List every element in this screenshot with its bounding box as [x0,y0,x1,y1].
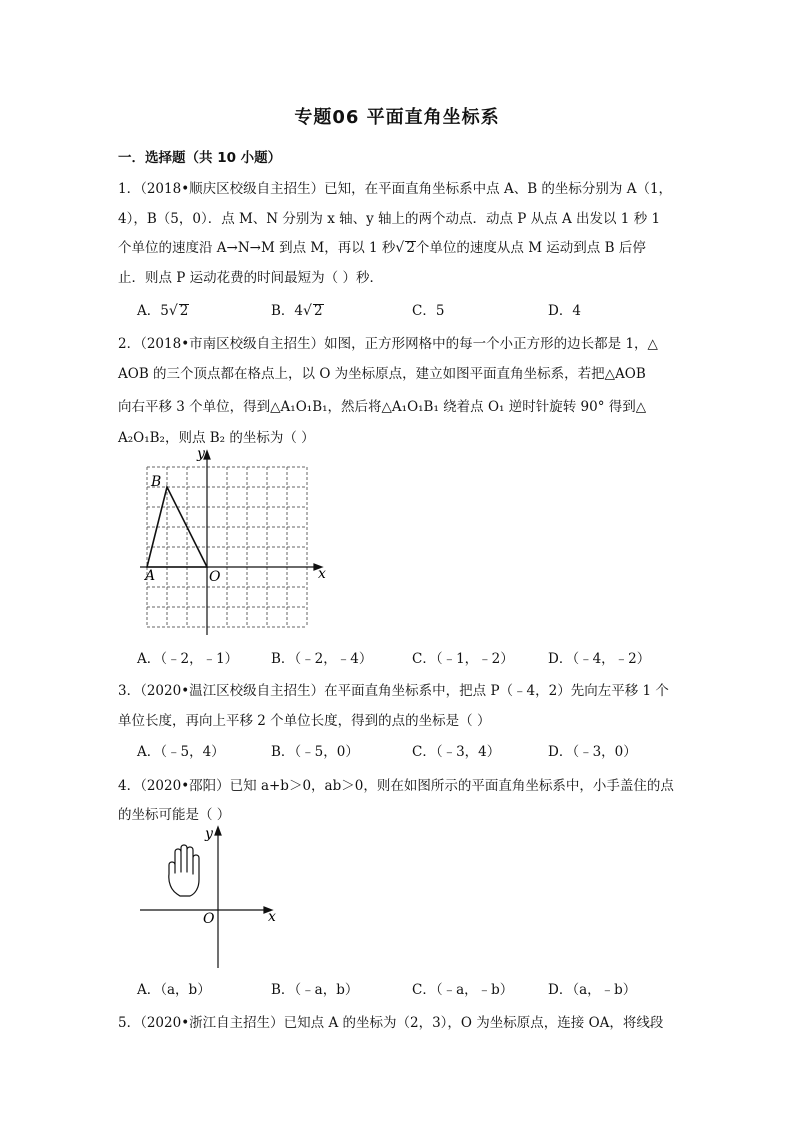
q3-line-1: 3．（2020•温江区校级自主招生）在平面直角坐标系中，把点 P（﹣4，2）先向左平移 1 个 [118,683,669,699]
q2-option-b[interactable]: B．（﹣2，﹣4） [271,651,373,667]
q4-line-2: 的坐标可能是（ ） [118,807,231,823]
q1-option-b-radicand: 2 [313,303,323,319]
point-a-label: A [145,568,156,584]
q2-line-4: A₂O₁B₂，则点 B₂ 的坐标为（ ） [118,430,315,446]
origin-label: O [209,569,221,585]
q2-grid-figure [130,445,330,640]
q4-option-b[interactable]: B．（﹣a，b） [271,982,359,998]
sqrt-icon: √ [168,303,178,319]
q4-line-1: 4．（2020•邵阳）已知 a+b＞0，ab＞0，则在如图所示的平面直角坐标系中，小手盖住的点 [118,778,674,794]
q1-line-3 [118,236,646,256]
q4-option-a[interactable]: A．（a，b） [137,982,211,998]
q3-option-c[interactable]: C．（﹣3，4） [412,744,501,760]
sqrt-icon: √ [395,240,405,256]
q4-axes-figure [135,822,285,972]
grid-lines [147,467,307,627]
q1-option-c[interactable]: C．5 [412,303,445,319]
q2-option-a[interactable]: A．（﹣2，﹣1） [137,651,239,667]
point-b-label: B [151,474,162,490]
q1-option-b-label: B．4 [271,303,304,319]
hand-icon [169,845,199,896]
q4-option-d[interactable]: D．（a，﹣b） [548,982,637,998]
q3-option-d[interactable]: D．（﹣3，0） [548,744,637,760]
q3-option-a[interactable]: A．（﹣5，4） [137,744,225,760]
origin-label: O [203,911,215,927]
sqrt-icon: √ [303,303,312,319]
q1-line-2: 4），B（5，0）．点 M、N 分别为 x 轴、y 轴上的两个动点．动点 P 从点 A 出发以 1 秒 1 [118,211,661,227]
q2-line-3: 向右平移 3 个单位，得到△A₁O₁B₁，然后将△A₁O₁B₁ 绕着点 O₁ 逆时针旋转 90° 得到△ [118,399,647,415]
q1-line-1: 1．（2018•顺庆区校级自主招生）已知，在平面直角坐标系中点 A、B 的坐标分别为 A（1， [118,181,673,197]
y-axis-arrow-icon [215,827,221,835]
q1-option-a[interactable] [137,299,189,319]
x-axis-label: x [318,566,326,582]
q3-option-b[interactable]: B．（﹣5，0） [271,744,359,760]
q2-line-2: AOB 的三个顶点都在格点上，以 O 为坐标原点，建立如图平面直角坐标系，若把△AOB [118,366,646,382]
q2-option-d[interactable]: D．（﹣4，﹣2） [548,651,651,667]
q4-option-c[interactable]: C．（﹣a，﹣b） [412,982,514,998]
q1-radicand: 2 [406,240,415,256]
q3-line-2: 单位长度，再向上平移 2 个单位长度，得到的点的坐标是（ ） [118,713,491,729]
q2-option-c[interactable]: C．（﹣1，﹣2） [412,651,514,667]
q1-option-b[interactable] [271,299,324,319]
q1-option-d[interactable]: D．4 [548,303,581,319]
q1-option-a-label: A．5 [137,303,169,319]
q1-line-3-end: 个单位的速度从点 M 运动到点 B 后停 [415,240,646,256]
q1-line-4: 止．则点 P 运动花费的时间最短为（ ）秒． [118,270,383,286]
page-title: 专题06 平面直角坐标系 [294,107,500,128]
x-axis-label: x [268,909,276,925]
section-heading: 一．选择题（共 10 小题） [118,150,282,166]
y-axis-label: y [205,826,213,842]
q5-line-1: 5．（2020•浙江自主招生）已知点 A 的坐标为（2，3），O 为坐标原点，连接 OA，将线段 [118,1015,664,1031]
q1-option-a-radicand: 2 [179,303,189,319]
q2-line-1: 2．（2018•市南区校级自主招生）如图，正方形网格中的每一个小正方形的边长都是 1，△ [118,336,658,352]
y-axis-label: y [197,446,205,462]
q1-line-3-start: 个单位的速度沿 A→N→M 到点 M，再以 1 秒 [118,240,396,256]
